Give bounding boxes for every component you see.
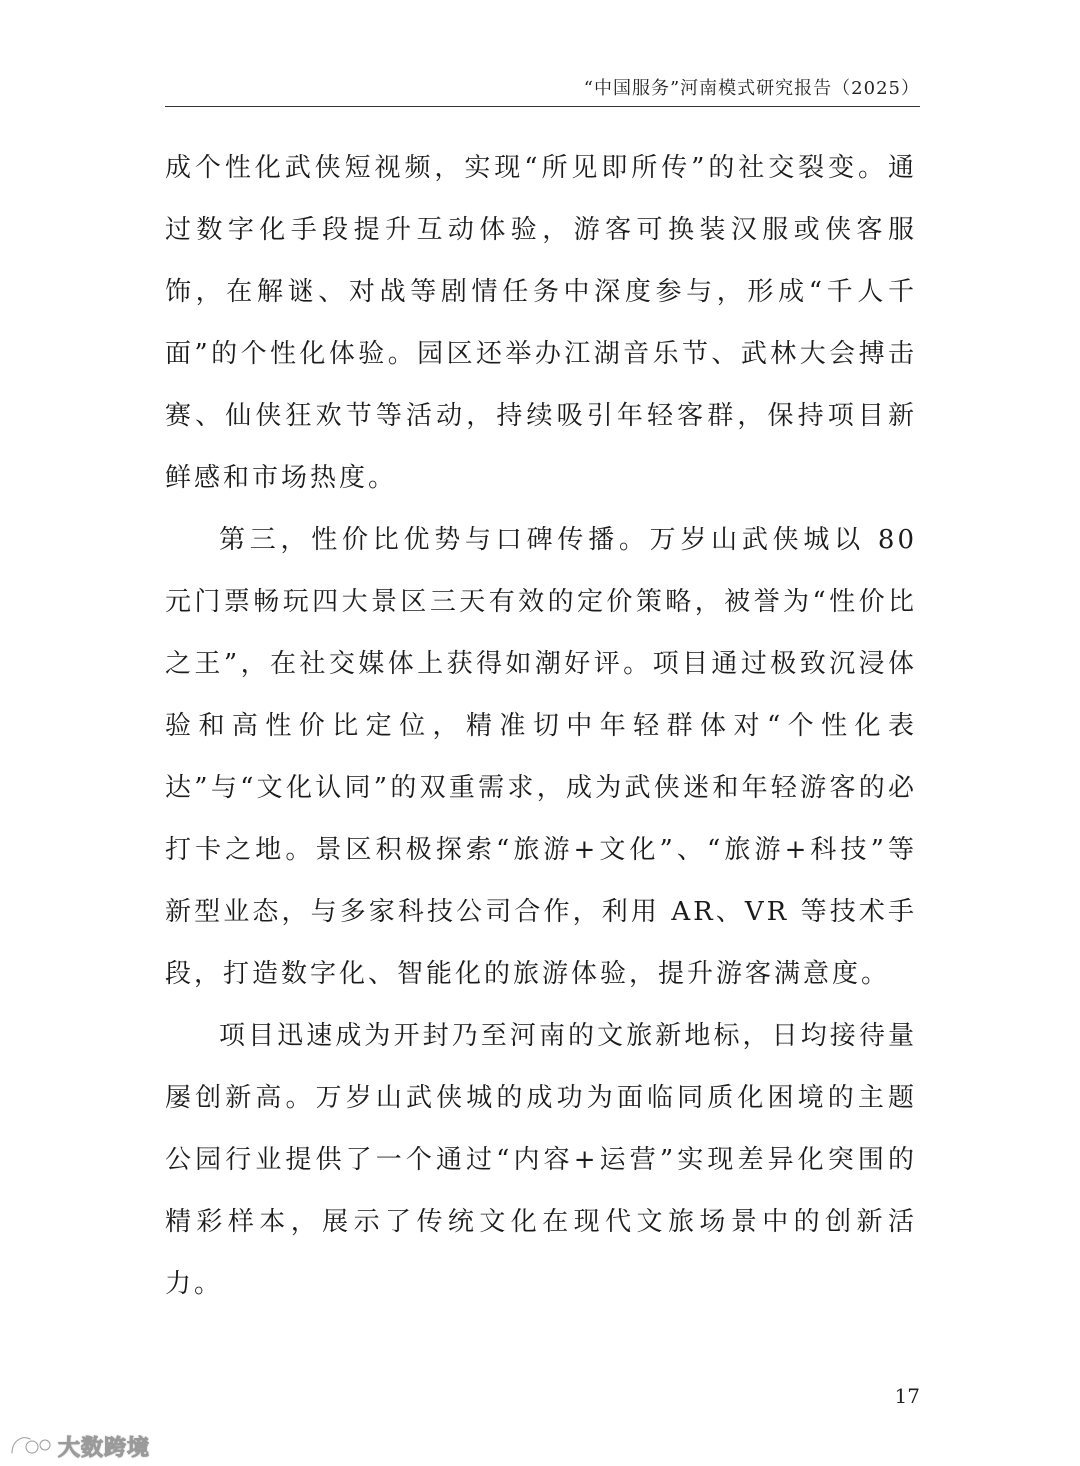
- report-title: “中国服务”河南模式研究报告（2025）: [583, 78, 920, 99]
- brand-logo-icon: [8, 1431, 54, 1461]
- watermark-text: 大数跨境: [58, 1435, 151, 1461]
- paragraph-conclusion: 项目迅速成为开封乃至河南的文旅新地标，日均接待量屡创新高。万岁山武侠城的成功为面临同质化困境的主题公园行业提供了一个通过“内容+运营”实现差异化突围的精彩样本，展示了传统文化在现代文旅场景中的创新活力。: [165, 1021, 917, 1299]
- page-header: [165, 72, 920, 107]
- body-content: [165, 137, 917, 1315]
- paragraph-value-for-money: 第三，性价比优势与口碑传播。万岁山武侠城以 80 元门票畅玩四大景区三天有效的定价策略，被誉为“性价比之王”，在社交媒体上获得如潮好评。项目通过极致沉浸体验和高性价比定位，精准切中年轻群体对“个性化表达”与“文化认同”的双重需求，成为武侠迷和年轻游客的必打卡之地。景区积极探索“旅游+文化”、“旅游+科技”等新型业态，与多家科技公司合作，利用 AR、VR 等技术手段，打造数字化、智能化的旅游体验，提升游客满意度。: [165, 525, 917, 989]
- page-number: 17: [894, 1384, 920, 1408]
- paragraph-continuation: 成个性化武侠短视频，实现“所见即所传”的社交裂变。通过数字化手段提升互动体验，游客可换装汉服或侠客服饰，在解谜、对战等剧情任务中深度参与，形成“千人千面”的个性化体验。园区还举办江湖音乐节、武林大会搏击赛、仙侠狂欢节等活动，持续吸引年轻客群，保持项目新鲜感和市场热度。: [165, 153, 917, 493]
- watermark: [8, 1428, 150, 1464]
